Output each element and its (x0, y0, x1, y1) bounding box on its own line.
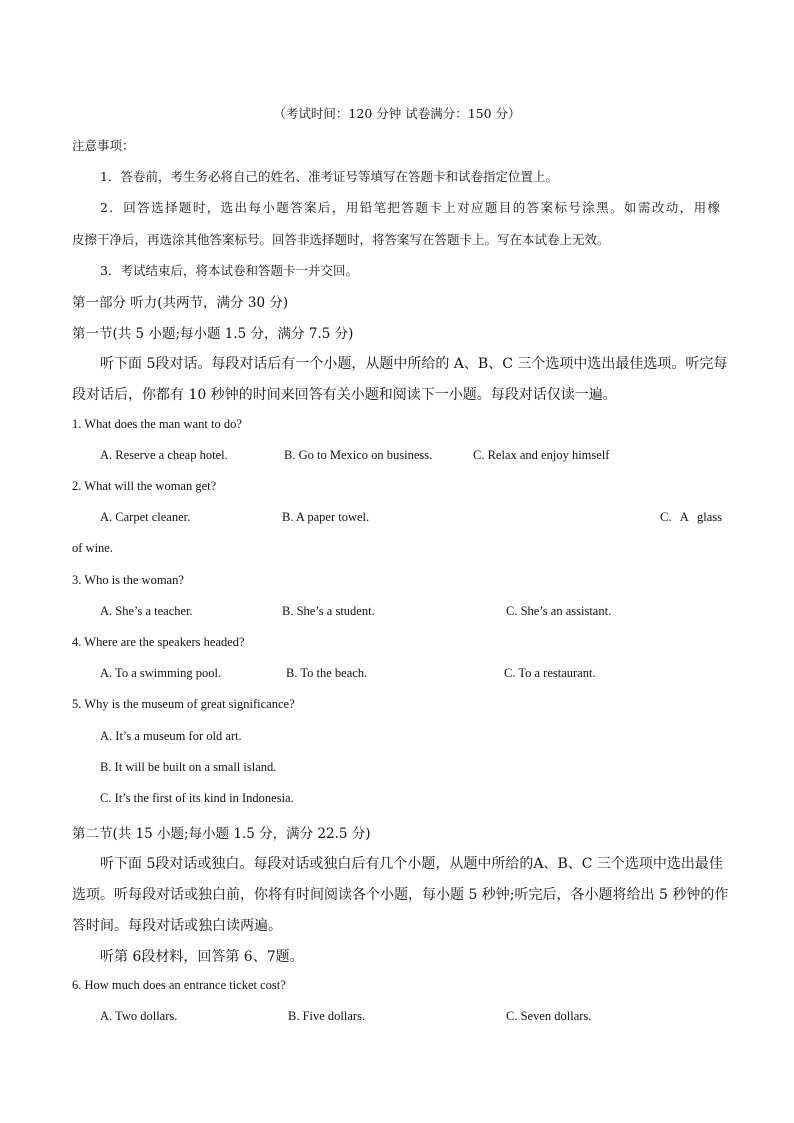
question-6-option-c: C. Seven dollars. (506, 1009, 592, 1023)
material-6-instruction: 听第 6段材料，回答第 6、7题。 (100, 949, 304, 965)
section2-instructions-2: 选项。听每段对话或独白前，你将有时间阅读各个小题，每小题 5 秒钟;听完后，各小题将给出 5 秒钟的作 (72, 887, 729, 903)
question-1-stem: 1. What does the man want to do? (72, 417, 242, 431)
question-4-stem: 4. Where are the speakers headed? (72, 635, 245, 649)
question-6-stem: 6. How much does an entrance ticket cost? (72, 978, 286, 992)
question-1-option-a: A. Reserve a cheap hotel. (100, 448, 228, 462)
question-5-option-c: C. It’s the first of its kind in Indonesia. (100, 791, 294, 805)
section2-title: 第二节(共 15 小题;每小题 1.5 分，满分 22.5 分) (72, 826, 371, 842)
section1-title: 第一节(共 5 小题;每小题 1.5 分，满分 7.5 分) (72, 326, 354, 342)
question-2-option-c: C. A glass (660, 510, 722, 524)
question-5-option-b: B. It will be built on a small island. (100, 760, 277, 774)
section2-instructions-3: 答时间。每段对话或独白读两遍。 (72, 918, 282, 934)
question-6-option-b: B. Five dollars. (288, 1009, 366, 1023)
section1-instructions-2: 段对话后，你都有 10 秒钟的时间来回答有关小题和阅读下一小题。每段对话仅读一遍。 (72, 387, 617, 403)
question-4-option-a: A. To a swimming pool. (100, 666, 222, 680)
question-2-stem: 2. What will the woman get? (72, 479, 217, 493)
question-2-option-c-cont: of wine. (72, 541, 113, 555)
question-4-option-b: B. To the beach. (286, 666, 368, 680)
question-3-option-a: A. She’s a teacher. (100, 604, 193, 618)
question-1-option-b: B. Go to Mexico on business. (284, 448, 433, 462)
notice-item-2: 2．回答选择题时，选出每小题答案后，用铅笔把答题卡上对应题目的答案标号涂黑。如需改动，用橡 (100, 200, 720, 215)
question-5-stem: 5. Why is the museum of great significance? (72, 697, 295, 711)
question-5-option-a: A. It’s a museum for old art. (100, 729, 242, 743)
question-6-option-a: A. Two dollars. (100, 1009, 178, 1023)
section1-instructions-1: 听下面 5段对话。每段对话后有一个小题，从题中所给的 A、B、C 三个选项中选出最佳选项。听完每 (100, 356, 728, 372)
notice-item-3: 3．考试结束后，将本试卷和答题卡一并交回。 (100, 263, 358, 278)
question-2-option-b: B. A paper towel. (282, 510, 370, 524)
notice-title: 注意事项： (72, 138, 135, 153)
question-3-stem: 3. Who is the woman? (72, 573, 184, 587)
notice-item-1: 1．答卷前，考生务必将自己的姓名、准考证号等填写在答题卡和试卷指定位置上。 (100, 169, 558, 184)
notice-item-2-cont: 皮擦干净后，再选涂其他答案标号。回答非选择题时，将答案写在答题卡上。写在本试卷上无效。 (72, 232, 610, 247)
question-1-option-c: C. Relax and enjoy himself (473, 448, 610, 462)
question-4-option-c: C. To a restaurant. (504, 666, 596, 680)
question-3-option-b: B. She’s a student. (282, 604, 375, 618)
exam-header: （考试时间：120 分钟 试卷满分：150 分） (273, 106, 521, 121)
part1-title: 第一部分 听力(共两节，满分 30 分) (72, 295, 289, 311)
question-3-option-c: C. She’s an assistant. (506, 604, 612, 618)
section2-instructions-1: 听下面 5段对话或独白。每段对话或独白后有几个小题，从题中所给的A、B、C 三个选项中选出最佳 (100, 856, 723, 872)
question-2-option-a: A. Carpet cleaner. (100, 510, 191, 524)
